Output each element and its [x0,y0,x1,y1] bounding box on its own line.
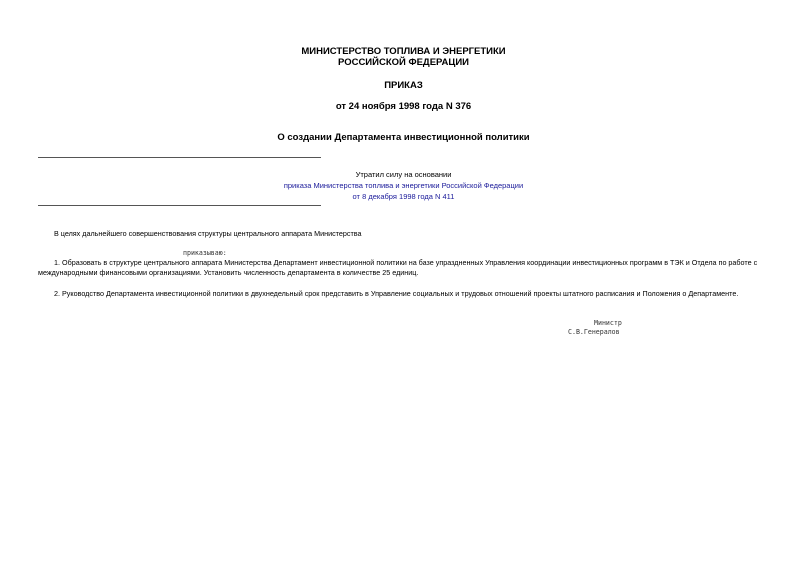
document-date-number: от 24 ноября 1998 года N 376 [335,101,472,112]
signatory-position: Министр [594,319,622,327]
status-note-link-line2[interactable]: от 8 декабря 1998 года N 411 [352,192,455,201]
order-word: приказываю: [183,249,227,257]
ministry-name-line2: РОССИЙСКОЙ ФЕДЕРАЦИИ [337,57,469,68]
order-item-1: 1. Образовать в структуре центрального аппарата Министерства Департамент инвестиционной политики на базе упраздненных Управления координации инвестиционных программ в ТЭК и Отдела по работе с международными финансовыми организациями. Установить численность департамента в количестве 25 единиц. [38,258,758,277]
signatory-name: С.В.Генералов [568,328,620,336]
ministry-name-line1: МИНИСТЕРСТВО ТОПЛИВА И ЭНЕРГЕТИКИ [301,46,506,57]
bottom-divider [38,205,321,206]
preamble-paragraph: В целях дальнейшего совершенствования структуры центрального аппарата Министерства [54,229,362,238]
status-note-link-line1[interactable]: приказа Министерства топлива и энергетики Российской Федерации [283,181,524,190]
top-divider [38,157,321,158]
order-item-2: 2. Руководство Департамента инвестиционной политики в двухнедельный срок представить в Управление социальных и трудовых отношений проекты штатного расписания и Положения о Департаменте. [54,289,739,298]
document-subject: О создании Департамента инвестиционной политики [277,132,530,143]
status-note-text: Утратил силу на основании [355,170,452,179]
document-type: ПРИКАЗ [384,80,423,91]
